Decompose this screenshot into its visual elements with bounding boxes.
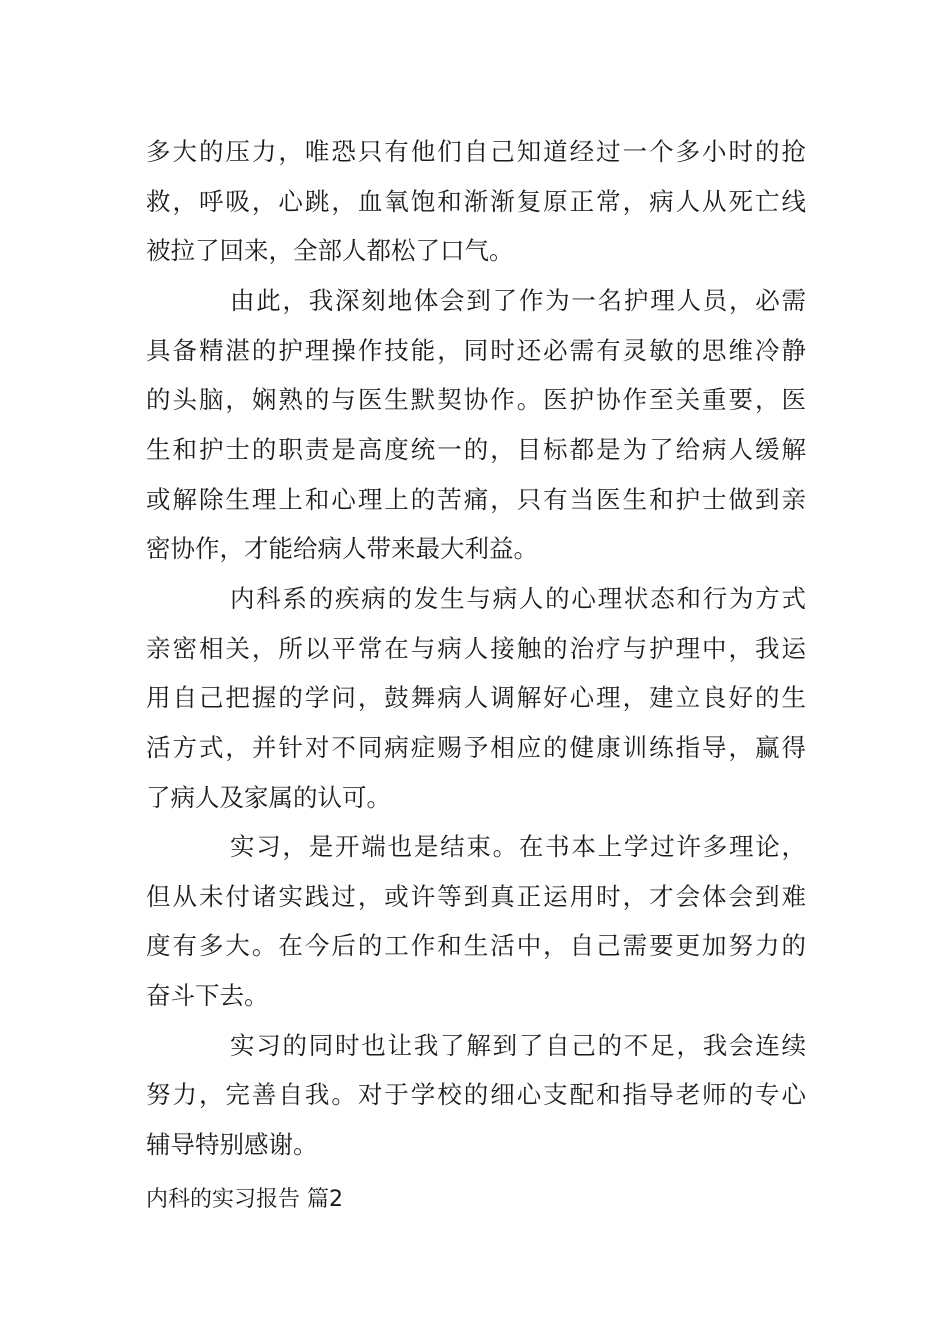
paragraph-2-line-6: 密协作，才能给病人带来最大利益。 — [146, 534, 538, 563]
paragraph-2-line-2: 具备精湛的护理操作技能，同时还必需有灵敏的思维冷静 — [146, 336, 806, 365]
paragraph-4-line-2: 但从未付诸实践过，或许等到真正运用时，才会体会到难 — [146, 882, 806, 911]
paragraph-5-line-2: 努力，完善自我。对于学校的细心支配和指导老师的专心 — [146, 1080, 806, 1109]
paragraph-4-line-3: 度有多大。在今后的工作和生活中，自己需要更加努力的 — [146, 931, 806, 960]
paragraph-3-line-1: 内科系的疾病的发生与病人的心理状态和行为方式 — [230, 584, 806, 613]
paragraph-3-line-2: 亲密相关，所以平常在与病人接触的治疗与护理中，我运 — [146, 634, 806, 663]
paragraph-1-line-1: 多大的压力，唯恐只有他们自己知道经过一个多小时的抢 — [146, 137, 806, 166]
paragraph-2-line-1: 由此，我深刻地体会到了作为一名护理人员，必需 — [230, 286, 806, 315]
paragraph-4-line-4: 奋斗下去。 — [146, 981, 269, 1010]
paragraph-1-line-3: 被拉了回来，全部人都松了口气。 — [146, 236, 514, 265]
paragraph-1-line-2: 救，呼吸，心跳，血氧饱和渐渐复原正常，病人从死亡线 — [146, 187, 806, 216]
paragraph-5-line-3: 辅导特别感谢。 — [146, 1130, 318, 1159]
section-heading: 内科的实习报告 篇2 — [146, 1187, 343, 1212]
paragraph-3-line-5: 了病人及家属的认可。 — [146, 783, 391, 812]
paragraph-4-line-1: 实习，是开端也是结束。在书本上学过许多理论， — [230, 832, 806, 861]
paragraph-5-line-1: 实习的同时也让我了解到了自己的不足，我会连续 — [230, 1031, 806, 1060]
paragraph-2-line-3: 的头脑，娴熟的与医生默契协作。医护协作至关重要，医 — [146, 385, 806, 414]
paragraph-3-line-4: 活方式，并针对不同病症赐予相应的健康训练指导，赢得 — [146, 733, 806, 762]
paragraph-2-line-5: 或解除生理上和心理上的苦痛，只有当医生和护士做到亲 — [146, 485, 806, 514]
paragraph-3-line-3: 用自己把握的学问，鼓舞病人调解好心理，建立良好的生 — [146, 683, 806, 712]
paragraph-2-line-4: 生和护士的职责是高度统一的，目标都是为了给病人缓解 — [146, 435, 806, 464]
